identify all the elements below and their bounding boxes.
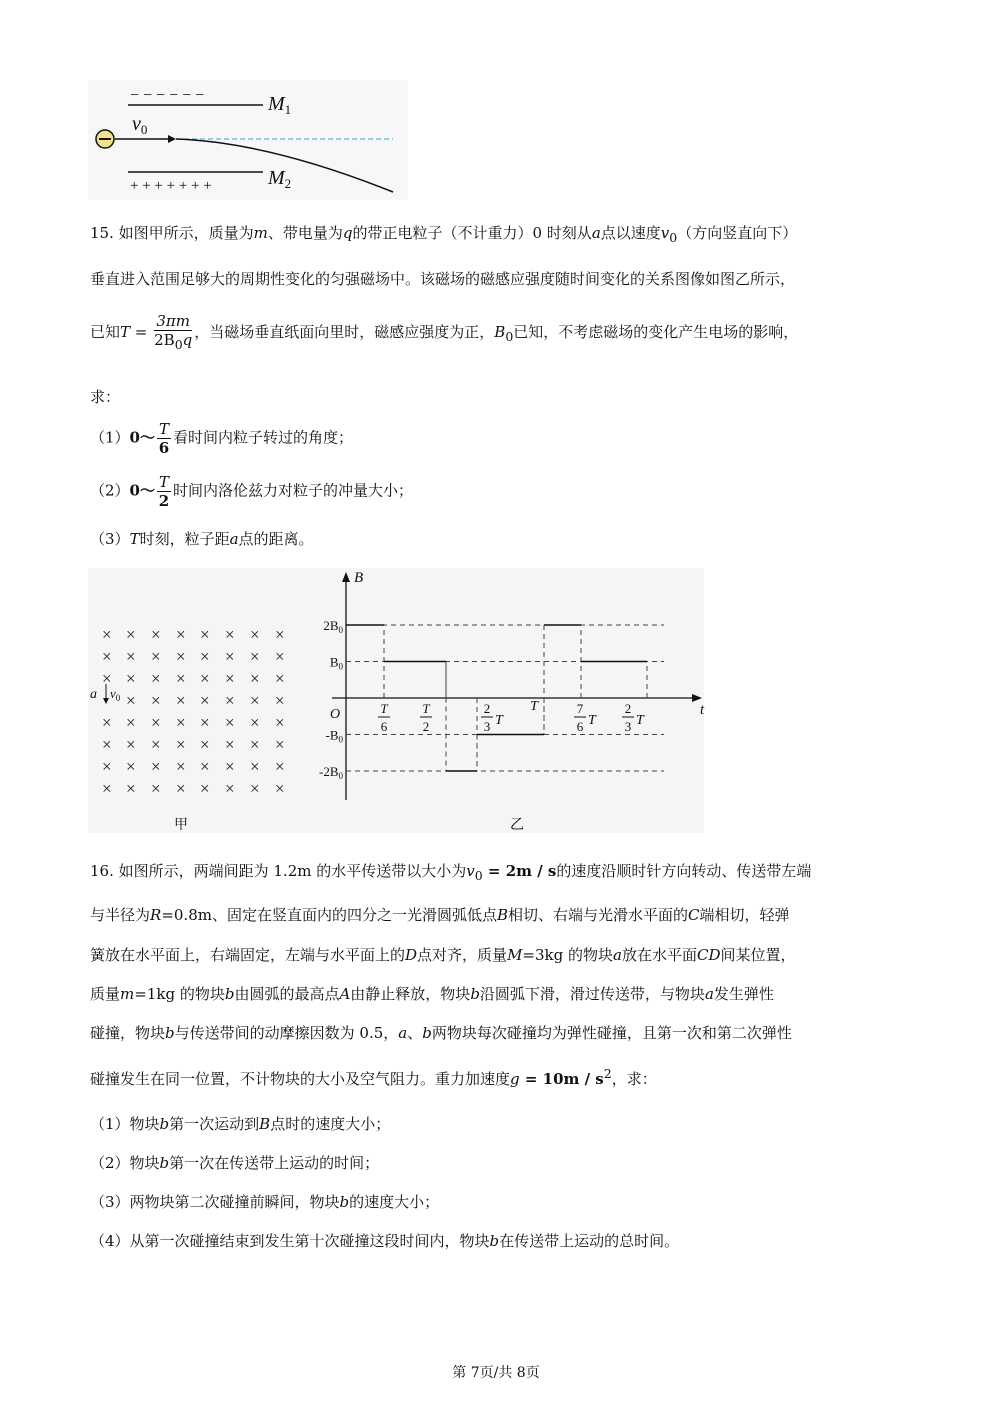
svg-text:2: 2: [483, 701, 491, 716]
field-cross-icon: ×: [250, 713, 260, 732]
field-cross-icon: ×: [275, 713, 285, 732]
field-cross-icon: ×: [151, 625, 161, 644]
field-cross-icon: ×: [200, 757, 210, 776]
field-cross-icon: ×: [225, 691, 235, 710]
field-cross-icon: ×: [200, 779, 210, 798]
q16-line3: 簧放在水平面上，右端固定，左端与水平面上的D点对齐，质量M=3kg 的物块a放在水平面CD间某位置，: [90, 946, 796, 964]
svg-text:T: T: [636, 713, 644, 728]
field-cross-icon: ×: [225, 713, 235, 732]
field-cross-icon: ×: [126, 713, 136, 732]
svg-text:3: 3: [483, 719, 491, 734]
field-cross-icon: ×: [176, 735, 186, 754]
field-cross-icon: ×: [176, 757, 186, 776]
field-cross-icon: ×: [275, 669, 285, 688]
b-axis-arrow: [342, 572, 350, 582]
y-tick-label: $-2B_0$: [319, 764, 343, 781]
field-cross-icon: ×: [275, 647, 285, 666]
x-tick-label: [574, 701, 597, 734]
svg-text:T: T: [422, 701, 430, 716]
field-cross-icon: ×: [250, 625, 260, 644]
svg-text:2: 2: [422, 719, 430, 734]
field-cross-icon: ×: [126, 779, 136, 798]
field-cross-icon: ×: [126, 691, 136, 710]
x-tick-label: [622, 701, 645, 734]
field-cross-icon: ×: [151, 647, 161, 666]
field-cross-icon: ×: [126, 669, 136, 688]
origin-label: O: [330, 707, 341, 722]
xlabel: t: [700, 702, 705, 718]
field-cross-icon: ×: [151, 669, 161, 688]
q16-line6: 碰撞发生在同一位置，不计物块的大小及空气阻力。重力加速度$g = 10m / s^2$，求：: [90, 1066, 657, 1088]
field-cross-icon: ×: [225, 647, 235, 666]
field-cross-icon: ×: [250, 735, 260, 754]
field-cross-icon: ×: [176, 779, 186, 798]
q16-part1: （1）物块b第一次运动到B点时的速度大小；: [90, 1115, 391, 1133]
field-cross-icon: ×: [275, 779, 285, 798]
q16-line2: 与半径为R=0.8m、固定在竖直面内的四分之一光滑圆弧低点B相切、右端与光滑水平面的C端相切，轻弹: [90, 906, 790, 924]
field-cross-icon: ×: [151, 757, 161, 776]
field-cross-icon: ×: [250, 757, 260, 776]
q15-line3: 已知T = $\frac{3\pi m}{2B_0q}$ ，当磁场垂直纸面向里时，磁感应强度为正，$B_0$已知，不考虑磁场的变化产生电场的影响，: [90, 312, 799, 352]
field-cross-icon: ×: [102, 779, 112, 798]
q16-part3: （3）两物块第二次碰撞前瞬间，物块b的速度大小；: [90, 1193, 440, 1211]
q16-part2: （2）物块b第一次在传送带上运动的时间；: [90, 1154, 380, 1172]
field-cross-icon: ×: [126, 625, 136, 644]
v0-label: $v_0$: [110, 686, 121, 703]
q16-line4: 质量m=1kg 的物块b由圆弧的最高点A由静止释放，物块b沿圆弧下滑，滑过传送带，与物块a发生弹性: [90, 985, 774, 1003]
field-cross-icon: ×: [200, 735, 210, 754]
field-cross-icon: ×: [176, 647, 186, 666]
t-axis-arrow: [692, 694, 702, 702]
b-t-chart: [319, 568, 705, 833]
y-tick-label: $2B_0$: [323, 618, 343, 635]
figure-jia-caption: 甲: [174, 817, 188, 833]
field-cross-icon: ×: [102, 757, 112, 776]
q16-line5: 碰撞，物块b与传送带间的动摩擦因数为 0.5，a、b两物块每次碰撞均为弹性碰撞，且第一次和第二次弹性: [90, 1024, 792, 1042]
period-formula: $\frac{3\pi m}{2B_0q}$: [154, 312, 193, 352]
field-cross-icon: ×: [151, 691, 161, 710]
field-cross-icon: ×: [200, 625, 210, 644]
field-cross-icon: ×: [176, 669, 186, 688]
field-cross-icon: ×: [200, 669, 210, 688]
q15-part2: （2）0～ $\frac{T}{2}$ 时间内洛伦兹力对粒子的冲量大小；: [90, 473, 414, 510]
field-cross-icon: ×: [102, 713, 112, 732]
svg-text:3: 3: [624, 719, 632, 734]
plate-top-label: $M_1$: [268, 93, 292, 117]
plate-bottom-label: $M_2$: [268, 167, 292, 191]
q15-line1: 15. 如图甲所示，质量为m、带电量为q的带正电粒子（不计重力）0 时刻从a点以速度$v_0$（方向竖直向下）: [90, 224, 798, 245]
x-tick-label: [481, 701, 504, 734]
x-tick-label: [420, 701, 432, 734]
q15-line4: 求：: [90, 388, 121, 406]
svg-text:T: T: [530, 699, 538, 714]
svg-text:6: 6: [576, 719, 584, 734]
field-cross-icon: ×: [126, 647, 136, 666]
field-cross-icon: ×: [176, 713, 186, 732]
field-cross-icon: ×: [126, 757, 136, 776]
field-cross-icon: ×: [200, 647, 210, 666]
q16-line1: 16. 如图所示，两端间距为 1.2m 的水平传送带以大小为$v_0 = 2m / s$的速度沿顺时针方向转动、传送带左端: [90, 862, 812, 883]
velocity-label: $v_0$: [132, 113, 148, 137]
field-cross-icon: ×: [275, 625, 285, 644]
plates-figure: [88, 80, 408, 200]
field-cross-icon: ×: [200, 691, 210, 710]
field-cross-icon: ×: [250, 691, 260, 710]
svg-text:2: 2: [624, 701, 632, 716]
field-cross-icon: ×: [225, 779, 235, 798]
v0-arrowhead: [103, 698, 109, 704]
ylabel: B: [354, 570, 364, 586]
field-cross-icon: ×: [225, 625, 235, 644]
svg-text:T: T: [495, 713, 503, 728]
point-a-label: a: [90, 687, 97, 702]
field-cross-icon: ×: [225, 669, 235, 688]
figure-yi-caption: 乙: [510, 817, 524, 833]
field-cross-icon: ×: [102, 669, 112, 688]
field-cross-icon: ×: [225, 735, 235, 754]
field-cross-icon: ×: [126, 735, 136, 754]
page-footer: 第 7页/共 8页: [452, 1365, 540, 1381]
field-cross-icon: ×: [102, 625, 112, 644]
q15-line2: 垂直进入范围足够大的周期性变化的匀强磁场中。该磁场的磁感应强度随时间变化的关系图像如图乙所示，: [90, 270, 796, 288]
field-cross-icon: ×: [250, 779, 260, 798]
x-tick-label: [378, 701, 390, 734]
q16-part4: （4）从第一次碰撞结束到发生第十次碰撞这段时间内，物块b在传送带上运动的总时间。: [90, 1232, 680, 1250]
y-tick-label: $-B_0$: [325, 727, 343, 745]
svg-text:T: T: [588, 713, 596, 728]
plate-top-signs: − − − − − −: [130, 87, 205, 104]
field-cross-icon: ×: [250, 669, 260, 688]
field-cross-icon: ×: [151, 735, 161, 754]
field-cross-icon: ×: [151, 713, 161, 732]
q15-part3: （3）T时刻，粒子距a点的距离。: [90, 530, 314, 548]
magnetic-field-grid: [88, 568, 324, 833]
field-cross-icon: ×: [200, 713, 210, 732]
q15-part1: （1）0～ $\frac{T}{6}$ 看时间内粒子转过的角度；: [90, 420, 354, 457]
field-cross-icon: ×: [275, 757, 285, 776]
field-cross-icon: ×: [102, 647, 112, 666]
field-cross-icon: ×: [102, 735, 112, 754]
svg-text:T: T: [380, 701, 388, 716]
field-cross-icon: ×: [250, 647, 260, 666]
field-cross-icon: ×: [176, 625, 186, 644]
field-cross-icon: ×: [275, 735, 285, 754]
field-cross-icon: ×: [151, 779, 161, 798]
field-cross-icon: ×: [176, 691, 186, 710]
field-cross-icon: ×: [225, 757, 235, 776]
x-tick-label: [530, 699, 539, 714]
svg-text:7: 7: [576, 701, 584, 716]
plate-bottom-signs: + + + + + + +: [130, 178, 212, 194]
field-cross-icon: ×: [275, 691, 285, 710]
svg-text:6: 6: [380, 719, 388, 734]
y-tick-label: $B_0$: [329, 654, 343, 672]
